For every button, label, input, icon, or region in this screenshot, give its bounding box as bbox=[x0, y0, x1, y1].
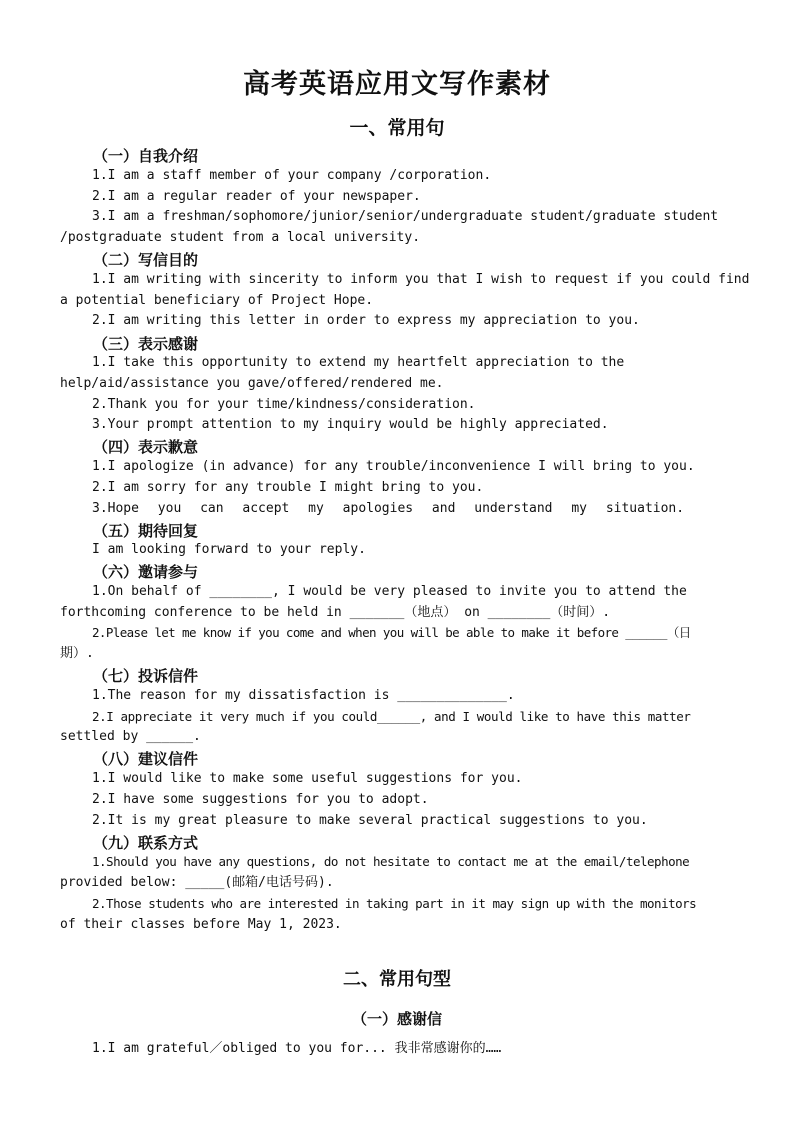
sentence-line: 3.I am a freshman/sophomore/junior/senior/undergraduate student/graduate student bbox=[92, 209, 719, 224]
page-title: 高考英语应用文写作素材 bbox=[243, 69, 551, 100]
subheading-thank-you-letter: （一）感谢信 bbox=[351, 1010, 442, 1028]
sentence-line: of their classes before May 1, 2023. bbox=[60, 917, 342, 932]
sentence-line: 2.It is my great pleasure to make several practical suggestions to you. bbox=[92, 813, 648, 828]
sentence-line: 1.I am grateful／obliged to you for... 我非常感谢你的…… bbox=[92, 1041, 502, 1056]
sentence-line: 2.I am sorry for any trouble I might bring to you. bbox=[92, 480, 484, 495]
sentence-line: /postgraduate student from a local university. bbox=[60, 230, 421, 245]
sentence-line: I am looking forward to your reply. bbox=[92, 542, 366, 557]
sentence-line: 3.Hope you can accept my apologies and understand my situation. bbox=[92, 501, 685, 516]
subheading-invitation: （六）邀请参与 bbox=[93, 563, 199, 581]
subheading-thanks: （三）表示感谢 bbox=[93, 335, 199, 353]
sentence-line: a potential beneficiary of Project Hope. bbox=[60, 293, 374, 308]
section-heading-common-sentences: 一、常用句 bbox=[349, 117, 445, 139]
sentence-line: 1.The reason for my dissatisfaction is ______________. bbox=[92, 688, 515, 703]
sentence-line: 2.Please let me know if you come and when you will be able to make it before ______（日 bbox=[92, 625, 691, 640]
subheading-complaint: （七）投诉信件 bbox=[93, 667, 199, 685]
sentence-line: 2.Those students who are interested in taking part in it may sign up with the monitors bbox=[92, 896, 697, 911]
subheading-contact: （九）联系方式 bbox=[93, 834, 199, 852]
subheading-await-reply: （五）期待回复 bbox=[93, 522, 199, 540]
sentence-line: forthcoming conference to be held in _______（地点） on ________（时间）. bbox=[60, 605, 611, 620]
sentence-line: 1.Should you have any questions, do not hesitate to contact me at the email/telephone bbox=[92, 854, 690, 869]
sentence-line: 1.I apologize (in advance) for any trouble/inconvenience I will bring to you. bbox=[92, 459, 695, 474]
sentence-line: 2.I have some suggestions for you to adopt. bbox=[92, 792, 429, 807]
section-heading-sentence-patterns: 二、常用句型 bbox=[343, 969, 451, 990]
sentence-line: 期）. bbox=[60, 646, 94, 661]
sentence-line: 1.I would like to make some useful suggestions for you. bbox=[92, 771, 523, 786]
subheading-apology: （四）表示歉意 bbox=[93, 438, 199, 456]
sentence-line: 2.Thank you for your time/kindness/consideration. bbox=[92, 397, 476, 412]
subheading-suggestion: （八）建议信件 bbox=[93, 750, 199, 768]
sentence-line: provided below: _____(邮箱/电话号码). bbox=[60, 875, 334, 890]
sentence-line: 1.I take this opportunity to extend my heartfelt appreciation to the bbox=[92, 355, 625, 370]
sentence-line: 1.I am a staff member of your company /corporation. bbox=[92, 168, 492, 183]
sentence-line: settled by ______. bbox=[60, 729, 201, 744]
sentence-line: 1.On behalf of ________, I would be very pleased to invite you to attend the bbox=[92, 584, 687, 599]
sentence-line: help/aid/assistance you gave/offered/rendered me. bbox=[60, 376, 444, 391]
sentence-line: 2.I appreciate it very much if you could______, and I would like to have this matter bbox=[92, 709, 691, 724]
subheading-self-introduction: （一）自我介绍 bbox=[93, 147, 199, 165]
sentence-line: 2.I am a regular reader of your newspaper. bbox=[92, 189, 421, 204]
sentence-line: 2.I am writing this letter in order to express my appreciation to you. bbox=[92, 313, 640, 328]
subheading-purpose: （二）写信目的 bbox=[93, 251, 199, 269]
sentence-line: 3.Your prompt attention to my inquiry would be highly appreciated. bbox=[92, 417, 609, 432]
sentence-line: 1.I am writing with sincerity to inform you that I wish to request if you could find bbox=[92, 272, 750, 287]
